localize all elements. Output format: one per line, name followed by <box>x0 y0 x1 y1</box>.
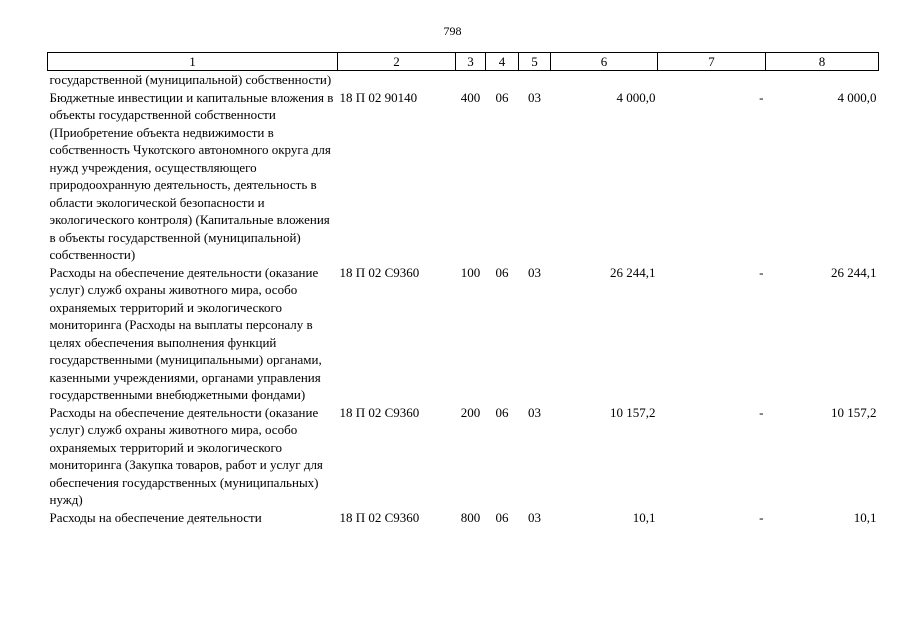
column-header: 2 <box>338 53 456 71</box>
row-code: 18 П 02 С9360 <box>339 509 420 525</box>
row-vr: 200 <box>460 404 481 420</box>
table-row <box>48 71 879 89</box>
budget-table <box>47 52 879 526</box>
row-name: Расходы на обеспечение деятельности <box>49 509 262 525</box>
row-vr: 400 <box>460 89 481 105</box>
page-number: 798 <box>443 24 462 38</box>
row-value-7: - <box>759 264 764 280</box>
row-code <box>338 71 456 89</box>
row-vr: 800 <box>460 509 481 525</box>
row-pr: 03 <box>528 89 541 105</box>
column-header: 5 <box>519 53 551 71</box>
row-value-8: 4 000,0 <box>837 89 877 105</box>
column-header: 4 <box>486 53 519 71</box>
row-name: Бюджетные инвестиции и капитальные вложения в объекты государственной собственности (Приобретение объекта недвижимости в собственность Чукотского автономного округа для нужд учреждения, осуществляющего природоохранную деятельность, деятельность в области экологической безопасности и экологического контроля) (Капитальные вложения в объекты государственной (муниципальной) собственности) <box>49 89 334 262</box>
row-value-8 <box>766 71 879 89</box>
table-row <box>48 404 879 509</box>
row-value-6: 26 244,1 <box>610 264 656 280</box>
row-pr <box>519 71 551 89</box>
row-value-8: 10 157,2 <box>831 404 877 420</box>
row-code: 18 П 02 С9360 <box>339 264 420 280</box>
row-value-6: 10 157,2 <box>610 404 656 420</box>
row-rz: 06 <box>495 404 509 420</box>
row-pr: 03 <box>528 509 541 525</box>
row-code: 18 П 02 С9360 <box>339 404 420 420</box>
row-name: Расходы на обеспечение деятельности (оказание услуг) служб охраны животного мира, особо охраняемых территорий и экологического мониторинга (Расходы на выплаты персоналу в целях обеспечения выполнения функций государственными (муниципальными) органами, казенными учреждениями, органами управления государственными внебюджетными фондами) <box>49 264 322 402</box>
row-value-7: - <box>759 404 764 420</box>
row-pr: 03 <box>528 264 541 280</box>
row-value-8: 26 244,1 <box>831 264 877 280</box>
row-value-7: - <box>759 509 764 525</box>
column-header: 7 <box>658 53 766 71</box>
row-value-6: 4 000,0 <box>616 89 656 105</box>
row-pr: 03 <box>528 404 541 420</box>
table-row <box>48 264 879 404</box>
column-header: 6 <box>551 53 658 71</box>
row-code: 18 П 02 90140 <box>339 89 418 105</box>
row-rz: 06 <box>495 264 509 280</box>
row-value-6: 10,1 <box>632 509 656 525</box>
column-header: 8 <box>766 53 879 71</box>
row-rz <box>486 71 519 89</box>
row-rz: 06 <box>495 509 509 525</box>
row-name: государственной (муниципальной) собственности) <box>49 72 332 87</box>
row-rz: 06 <box>495 89 509 105</box>
row-vr: 100 <box>460 264 481 280</box>
column-header: 3 <box>456 53 486 71</box>
row-value-6 <box>551 71 658 89</box>
row-value-7 <box>658 71 766 89</box>
row-value-8: 10,1 <box>853 509 877 525</box>
table-row <box>48 509 879 527</box>
row-vr <box>456 71 486 89</box>
table-row <box>48 89 879 264</box>
row-value-7: - <box>759 89 764 105</box>
column-header: 1 <box>48 53 338 71</box>
row-name: Расходы на обеспечение деятельности (оказание услуг) служб охраны животного мира, особо охраняемых территорий и экологического мониторинга (Закупка товаров, работ и услуг для обеспечения государственных (муниципальных) нужд) <box>49 404 323 507</box>
header-row <box>48 53 879 71</box>
